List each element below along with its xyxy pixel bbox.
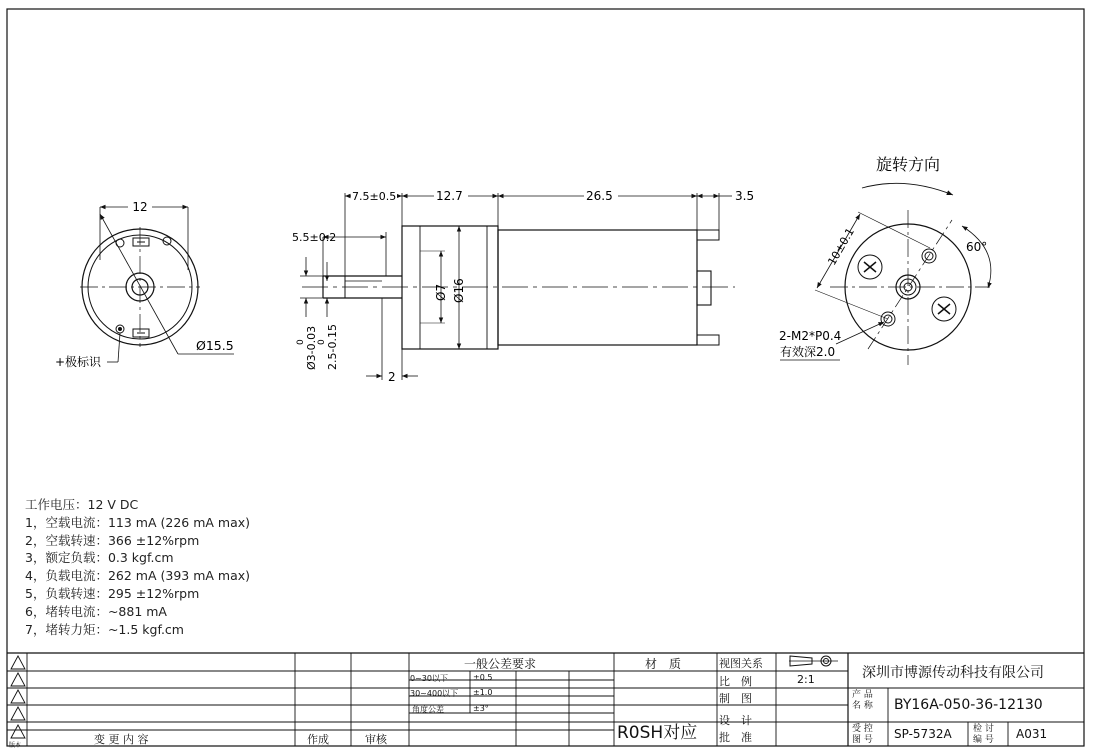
tol-row3-label: 角度公差: [412, 705, 444, 714]
dim-55-label: 5.5±0.2: [292, 231, 337, 244]
spec-voltage: 工作电压：12 V DC: [25, 497, 139, 512]
checked-by-header: 审核: [365, 733, 387, 746]
scale-label: 比 例: [719, 675, 752, 688]
dim-265-label: 26.5: [586, 189, 613, 203]
dim-12-label: 12: [132, 200, 148, 214]
dim-60-label: 60°: [966, 240, 988, 254]
dim-phi16-label: Ø16: [452, 278, 466, 303]
tol-row2-label: 30~400以下: [410, 689, 459, 698]
tol-row2-value: ±1.0: [473, 688, 493, 697]
specs-list: [25, 496, 250, 638]
tol-row1-value: ±0.5: [473, 673, 493, 682]
product-name-label-1: 产 品: [852, 690, 873, 700]
spec-no-load-speed: 2，空载转速：366 ±12%rpm: [25, 532, 200, 548]
product-name-label-2: 名 称: [852, 701, 873, 711]
plus-mark-label: +极标识: [55, 355, 102, 369]
dim-phi155-label: Ø15.5: [196, 338, 234, 353]
made-by-header: 作成: [307, 733, 329, 746]
drawing-no-label-1: 受 控: [852, 724, 873, 734]
dim-phi7-label: Ø7: [434, 283, 448, 301]
check-no-label-1: 检 讨: [973, 724, 994, 734]
scale-value: 2:1: [797, 673, 815, 686]
dim-75-label: 7.5±0.5: [352, 190, 397, 203]
dim-flat-zero: 0: [317, 339, 327, 345]
dim-shaft-zero: 0: [296, 339, 306, 345]
rotation-label: 旋转方向: [875, 155, 941, 174]
view-relation-label: 视图关系: [719, 657, 763, 670]
material-value: R0SH对应: [617, 723, 698, 743]
version-label: 版本: [9, 742, 22, 749]
spec-stall-torque: 7，堵转力矩：~1.5 kgf.cm: [25, 621, 184, 637]
spec-load-current: 4，负载电流：262 mA (393 mA max): [25, 568, 251, 584]
dim-2-label: 2: [388, 370, 396, 384]
change-content-header: 变 更 内 容: [94, 733, 149, 746]
tolerance-title: 一般公差要求: [464, 657, 537, 671]
tol-row1-label: 0~30以下: [410, 674, 448, 683]
product-name: BY16A-050-36-12130: [894, 697, 1043, 713]
dim-10-label: 10±0.1: [825, 225, 857, 268]
design-label: 设 计: [719, 714, 752, 727]
spec-stall-current: 6，堵转电流：~881 mA: [25, 603, 167, 619]
screw-spec-label: 2-M2*P0.4: [779, 329, 842, 343]
dim-flat-label: 2.5-0.15: [326, 324, 339, 370]
tol-row3-value: ±3°: [473, 704, 489, 713]
spec-rated-load: 3，额定负载：0.3 kgf.cm: [25, 550, 174, 566]
check-no-label-2: 编 号: [973, 735, 994, 745]
spec-no-load-current: 1，空载电流：113 mA (226 mA max): [25, 514, 251, 530]
spec-load-speed: 5，负载转速：295 ±12%rpm: [25, 585, 200, 601]
dim-35-label: 3.5: [735, 189, 755, 203]
material-header: 材 质: [645, 657, 682, 671]
screw-depth-label: 有效深2.0: [780, 345, 836, 359]
drawing-number: SP-5732A: [894, 727, 952, 741]
company-name: 深圳市博源传动科技有限公司: [862, 665, 1044, 681]
approve-label: 批 准: [719, 731, 752, 744]
drawing-no-label-2: 图 号: [852, 735, 873, 745]
side-view: [300, 193, 735, 380]
check-number: A031: [1016, 727, 1048, 741]
dim-127-label: 12.7: [436, 189, 463, 203]
dim-shaft-label: Ø3-0.03: [305, 325, 318, 370]
drawn-label: 制 图: [719, 692, 752, 705]
